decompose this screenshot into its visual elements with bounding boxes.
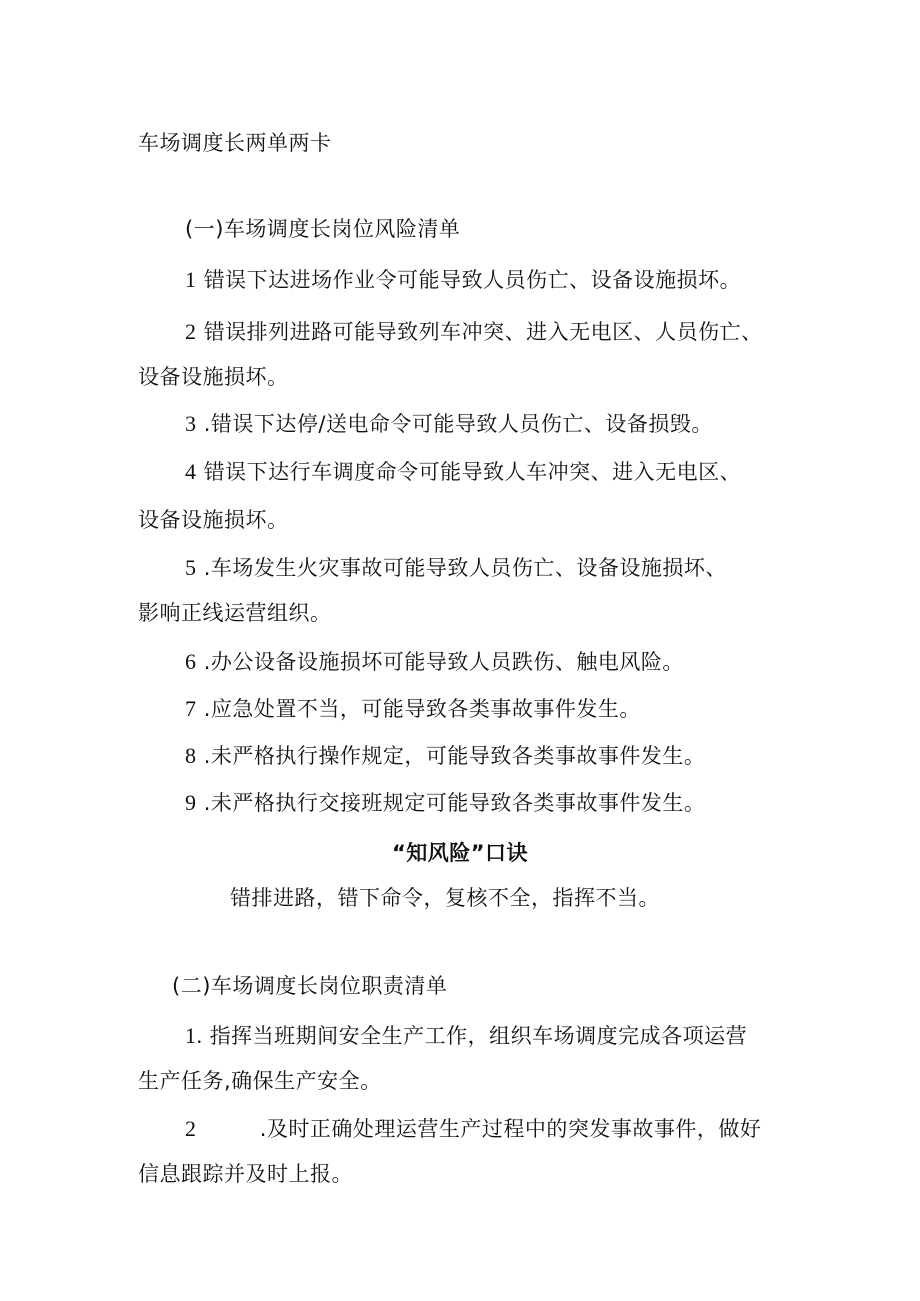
risk-item-5 — [185, 553, 727, 583]
risk-item-6-number: 6 — [185, 649, 197, 674]
risk-item-8-number: 8 — [185, 743, 197, 768]
risk-item-5-text: .车场发生火灾事故可能导致人员伤亡、设备设施损坏、 — [203, 556, 727, 580]
risk-item-5-number: 5 — [185, 555, 197, 580]
document-title: 车场调度长两单两卡 — [138, 131, 332, 155]
risk-item-2 — [185, 317, 763, 347]
risk-item-7-number: 7 — [185, 696, 197, 721]
risk-item-3-text: .错误下达停/送电命令可能导致人员伤亡、设备损毁。 — [203, 412, 713, 436]
risk-item-8-text: .未严格执行操作规定，可能导致各类事故事件发生。 — [203, 744, 706, 768]
risk-item-7-text: .应急处置不当，可能导致各类事故事件发生。 — [203, 697, 641, 721]
risk-item-1-text: 错误下达进场作业令可能导致人员伤亡、设备设施损坏。 — [203, 268, 742, 292]
duty-item-2 — [185, 1114, 761, 1144]
risk-item-6-text: .办公设备设施损坏可能导致人员跌伤、触电风险。 — [203, 650, 684, 674]
risk-item-2-continuation: 设备设施损坏。 — [138, 365, 289, 389]
risk-item-5-continuation: 影响正线运营组织。 — [138, 601, 332, 625]
risk-item-9-text: .未严格执行交接班规定可能导致各类事故事件发生。 — [203, 791, 706, 815]
risk-item-9-number: 9 — [185, 790, 197, 815]
risk-item-4-number: 4 — [185, 459, 197, 484]
risk-item-9 — [185, 788, 705, 818]
risk-item-4 — [185, 457, 741, 487]
duty-item-1-number: 1. — [185, 1023, 203, 1048]
duty-item-2-continuation: 信息跟踪并及时上报。 — [138, 1162, 353, 1186]
risk-item-2-number: 2 — [185, 319, 197, 344]
risk-item-6 — [185, 647, 684, 677]
duty-section-heading: (二)车场调度长岗位职责清单 — [172, 974, 448, 998]
risk-item-4-text: 错误下达行车调度命令可能导致人车冲突、进入无电区、 — [203, 460, 742, 484]
duty-item-1 — [185, 1021, 747, 1051]
risk-item-3-number: 3 — [185, 411, 197, 436]
slogan-heading: “知风险”口诀 — [391, 841, 529, 865]
risk-item-3 — [185, 409, 713, 439]
duty-item-2-text: .及时正确处理运营生产过程中的突发事故事件，做好 — [259, 1117, 762, 1141]
duty-item-1-text: 指挥当班期间安全生产工作，组织车场调度完成各项运营 — [209, 1024, 748, 1048]
duty-item-2-number: 2 — [185, 1116, 197, 1141]
risk-item-1 — [185, 265, 741, 295]
risk-item-7 — [185, 694, 641, 724]
risk-item-8 — [185, 741, 705, 771]
slogan-text: 错排进路，错下命令，复核不全，指挥不当。 — [230, 886, 660, 910]
risk-item-2-text: 错误排列进路可能导致列车冲突、进入无电区、人员伤亡、 — [203, 320, 763, 344]
risk-section-heading: (一)车场调度长岗位风险清单 — [185, 217, 461, 241]
duty-item-1-continuation: 生产任务,确保生产安全。 — [138, 1069, 382, 1093]
risk-item-4-continuation: 设备设施损坏。 — [138, 508, 289, 532]
risk-item-1-number: 1 — [185, 267, 197, 292]
